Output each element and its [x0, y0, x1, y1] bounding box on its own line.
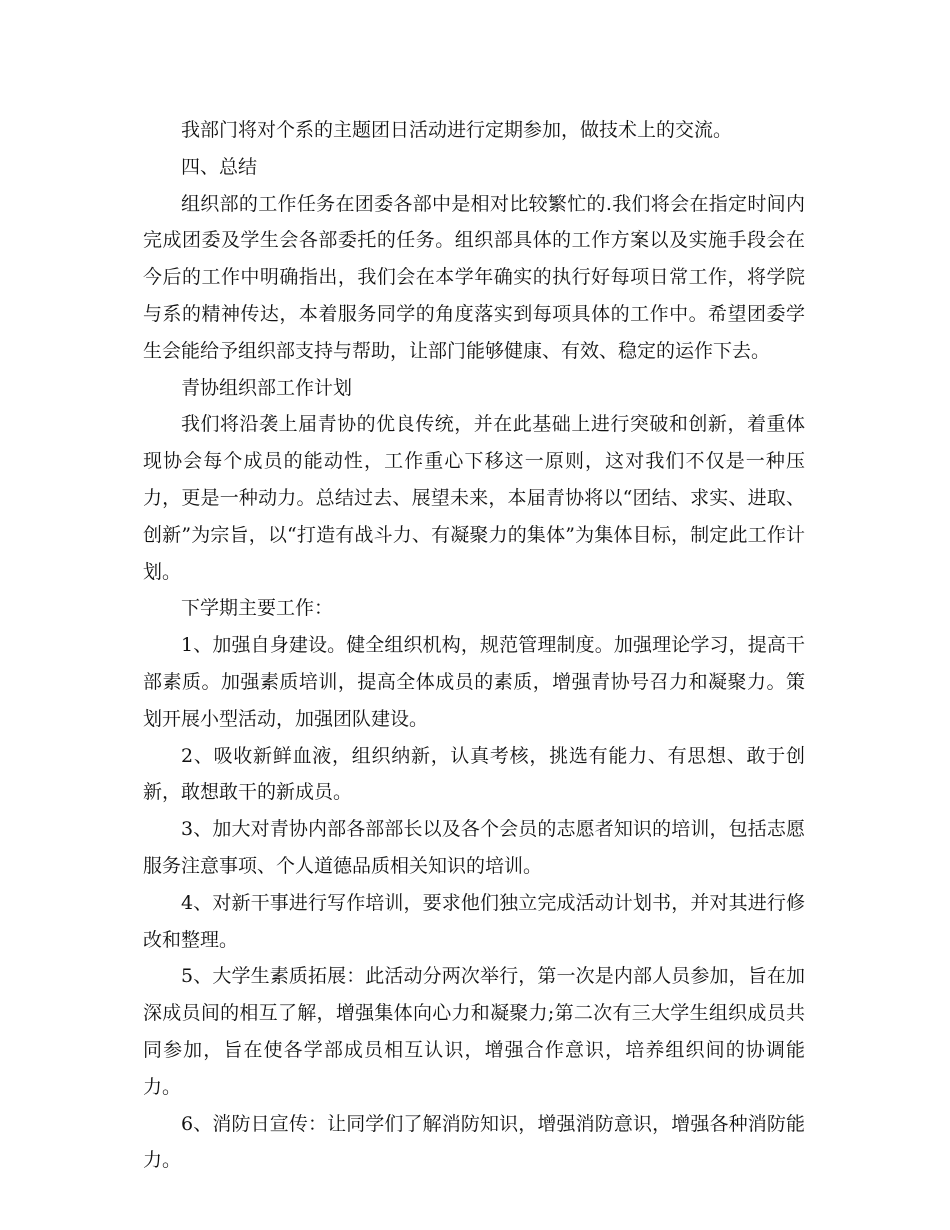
- list-item-6: 6、消防日宣传：让同学们了解消防知识，增强消防意识，增强各种消防能力。: [143, 1112, 805, 1172]
- list-item-2: 2、吸收新鲜血液，组织纳新，认真考核，挑选有能力、有思想、敢于创新，敢想敢干的新成员。: [143, 744, 805, 804]
- list-item-5: 5、大学生素质拓展：此活动分两次举行，第一次是内部人员参加，旨在加深成员间的相互了解，增强集体向心力和凝聚力;第二次有三大学生组织成员共同参加，旨在使各学部成员相互认识，增强合作意识，培养组织间的协调能力。: [143, 965, 805, 1098]
- section-heading-summary: 四、总结: [181, 155, 258, 178]
- document-page: [143, 112, 805, 1179]
- section-heading-main-work: 下学期主要工作：: [181, 597, 334, 620]
- list-item-1: 1、加强自身建设。健全组织机构，规范管理制度。加强理论学习，提高干部素质。加强素质培训，提高全体成员的素质，增强青协号召力和凝聚力。策划开展小型活动，加强团队建设。: [143, 634, 805, 730]
- paragraph-summary: 组织部的工作任务在团委各部中是相对比较繁忙的.我们将会在指定时间内完成团委及学生会各部委托的任务。组织部具体的工作方案以及实施手段会在今后的工作中明确指出，我们会在本学年确实的执行好每项日常工作，将学院与系的精神传达，本着服务同学的角度落实到每项具体的工作中。希望团委学生会能给予组织部支持与帮助，让部门能够健康、有效、稳定的运作下去。: [143, 192, 805, 362]
- section-heading-plan: 青协组织部工作计划: [181, 376, 353, 399]
- list-item-3: 3、加大对青协内部各部部长以及各个会员的志愿者知识的培训，包括志愿服务注意事项、个人道德品质相关知识的培训。: [143, 818, 805, 877]
- list-item-4: 4、对新干事进行写作培训，要求他们独立完成活动计划书，并对其进行修改和整理。: [143, 891, 805, 951]
- paragraph-plan-intro: 我们将沿袭上届青协的优良传统，并在此基础上进行突破和创新，着重体现协会每个成员的能动性，工作重心下移这一原则，这对我们不仅是一种压力，更是一种动力。总结过去、展望未来，本届青协将以“团结、求实、进取、创新”为宗旨，以“打造有战斗力、有凝聚力的集体”为集体目标，制定此工作计划。: [143, 413, 805, 583]
- paragraph-intro: 我部门将对个系的主题团日活动进行定期参加，做技术上的交流。: [181, 119, 733, 141]
